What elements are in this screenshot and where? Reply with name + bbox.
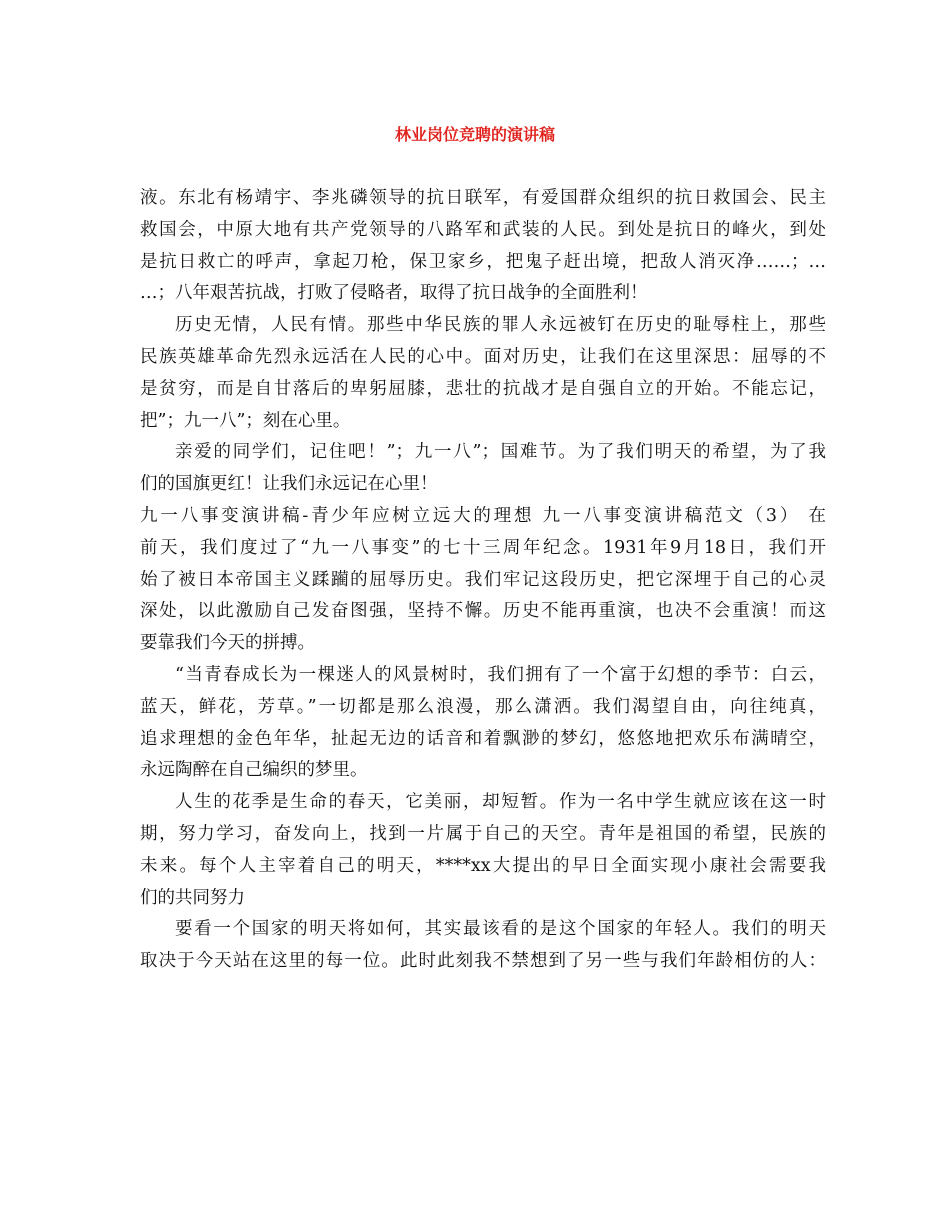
- text-line: 民族英雄革命先烈永远活在人民的心中。面对历史，让我们在这里深思：屈辱的不: [140, 346, 826, 367]
- text-line: 始了被日本帝国主义蹂躏的屈辱历史。我们牢记这段历史，把它深埋于自己的心灵: [140, 569, 826, 590]
- section-heading-line: 九一八事变演讲稿-青少年应树立远大的理想 九一八事变演讲稿范文（3） 在: [140, 505, 826, 526]
- text-line: 取决于今天站在这里的每一位。此时此刻我不禁想到了另一些与我们年龄相仿的人：: [140, 951, 826, 972]
- paragraph-first-line: 历史无情，人民有情。那些中华民族的罪人永远被钉在历史的耻辱柱上，那些: [175, 315, 826, 336]
- text-line: 永远陶醉在自己编织的梦里。: [140, 760, 368, 781]
- text-line: 深处，以此激励自己发奋图强，坚持不懈。历史不能再重演，也决不会重演！而这: [140, 601, 826, 622]
- text-line: 们的共同努力: [140, 887, 245, 908]
- text-line: 们的国旗更红！让我们永远记在心里！: [140, 474, 438, 495]
- text-line: 是贫穷，而是自甘落后的卑躬屈膝，悲壮的抗战才是自强自立的开始。不能忘记，: [140, 378, 826, 399]
- document-body: [140, 183, 826, 978]
- text-line: 是抗日救亡的呼声，拿起刀枪，保卫家乡，把鬼子赶出境，把敌人消灭净……；…: [140, 251, 826, 272]
- text-line: 救国会，中原大地有共产党领导的八路军和武装的人民。到处是抗日的峰火，到处: [140, 219, 826, 240]
- text-line: 把”；九一八”；刻在心里。: [140, 410, 351, 431]
- paragraph-first-line: “当青春成长为一棵迷人的风景树时，我们拥有了一个富于幻想的季节：白云，: [175, 664, 826, 685]
- paragraph-first-line: 亲爱的同学们，记住吧！”；九一八”；国难节。为了我们明天的希望，为了我: [175, 442, 826, 463]
- text-line: 追求理想的金色年华，扯起无边的话音和着飘渺的梦幻，悠悠地把欢乐布满晴空，: [140, 728, 826, 749]
- paragraph-first-line: 要看一个国家的明天将如何，其实最该看的是这个国家的年轻人。我们的明天: [175, 919, 826, 940]
- text-line: 要靠我们今天的拼搏。: [140, 633, 315, 654]
- text-line: …；八年艰苦抗战，打败了侵略者，取得了抗日战争的全面胜利！: [140, 283, 648, 304]
- paragraph-first-line: 人生的花季是生命的春天，它美丽，却短暂。作为一名中学生就应该在这一时: [175, 792, 826, 813]
- text-line: 液。东北有杨靖宇、李兆磷领导的抗日联军，有爱国群众组织的抗日救国会、民主: [140, 188, 826, 208]
- document-title: 林业岗位竞聘的演讲稿: [394, 125, 555, 144]
- text-line: 蓝天，鲜花，芳草。”一切都是那么浪漫，那么潇洒。我们渴望自由，向往纯真，: [140, 696, 826, 717]
- text-line: 前天，我们度过了“九一八事变”的七十三周年纪念。1931年9月18日，我们开: [140, 537, 826, 558]
- text-line: 未来。每个人主宰着自己的明天，****xx大提出的早日全面实现小康社会需要我: [140, 855, 826, 876]
- text-line: 期，努力学习，奋发向上，找到一片属于自己的天空。青年是祖国的希望，民族的: [140, 823, 826, 844]
